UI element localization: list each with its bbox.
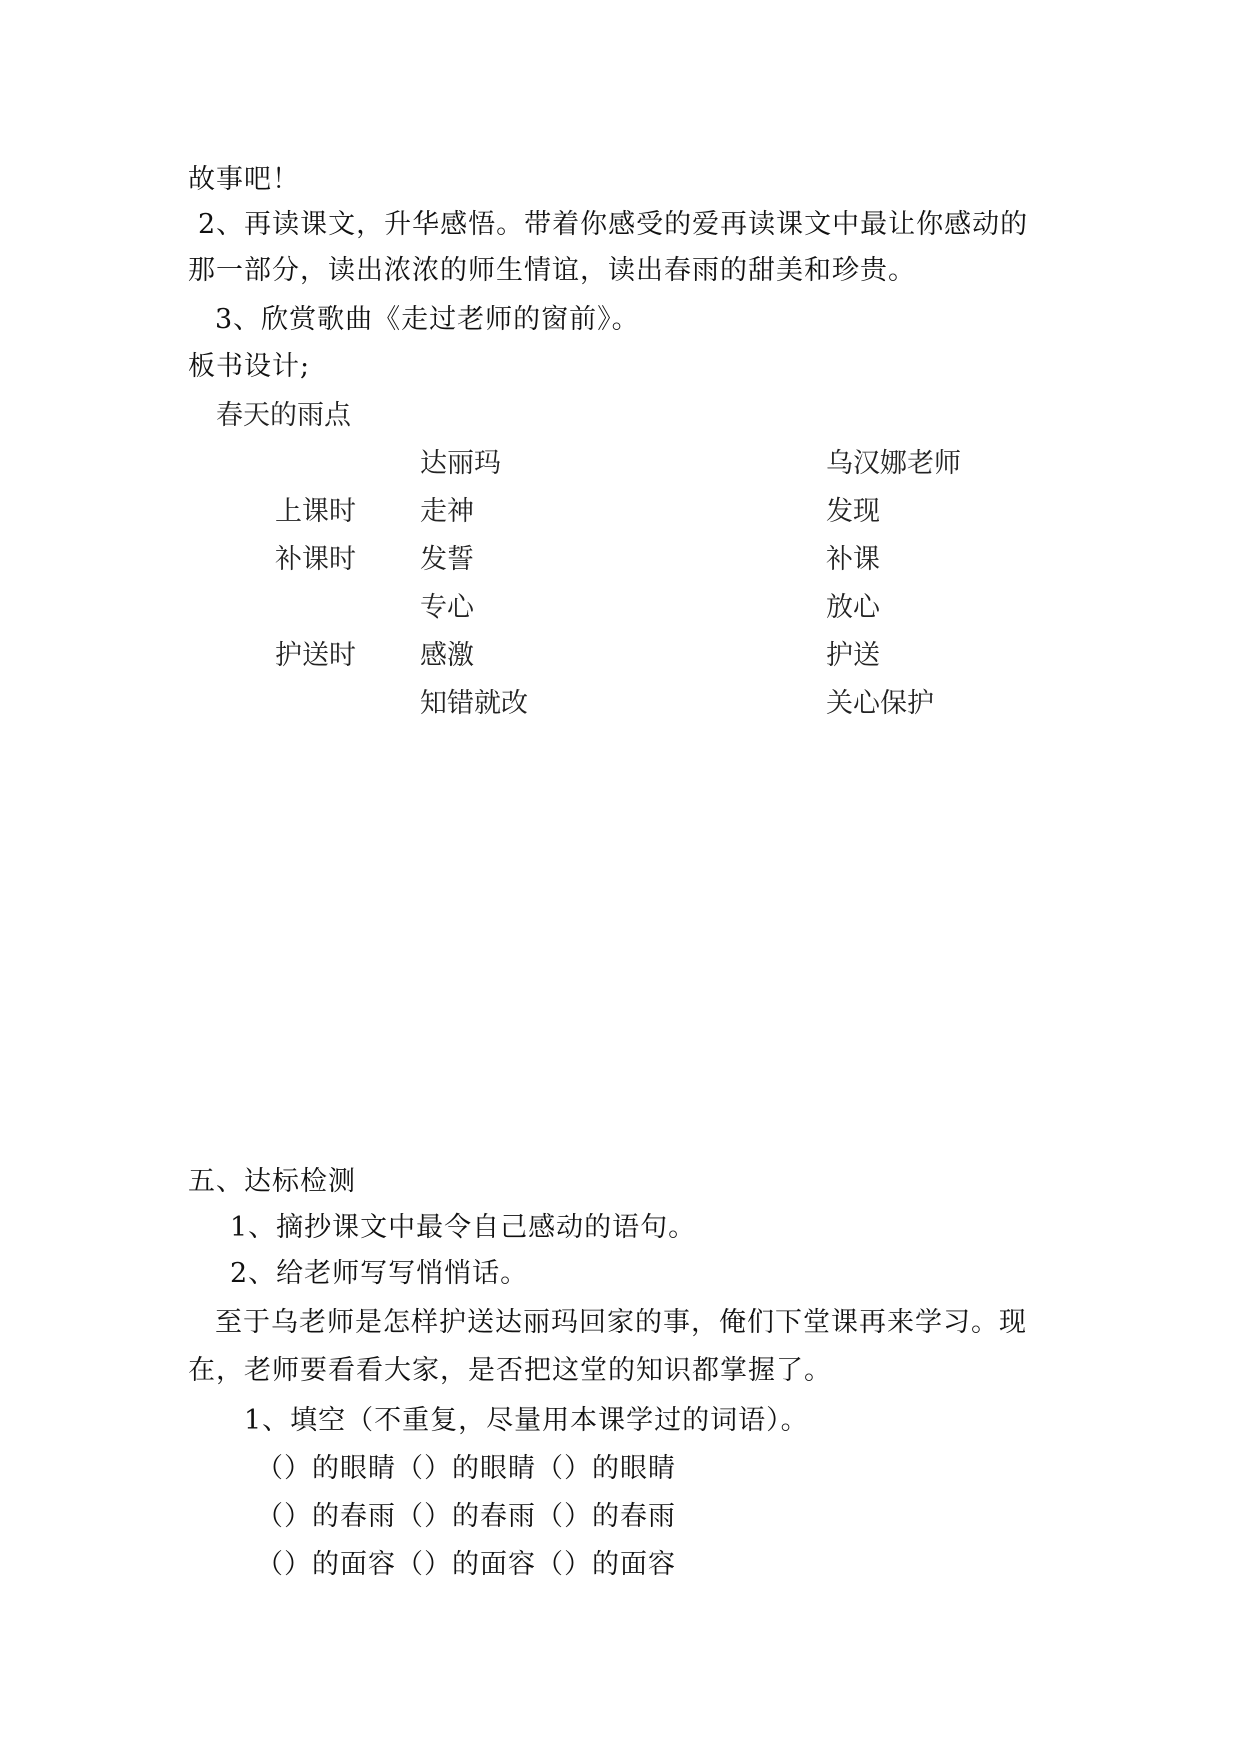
step2-line2: 那一部分，读出浓浓的师生情谊，读出春雨的甜美和珍贵。	[188, 255, 916, 286]
board-phase: 护送时	[275, 640, 356, 671]
board-phase: 上课时	[275, 496, 356, 527]
board-col-teacher: 乌汉娜老师	[826, 448, 961, 479]
story-tail-text: 故事吧！	[188, 164, 300, 195]
board-student-word: 专心	[420, 592, 474, 623]
board-col-student: 达丽玛	[420, 448, 501, 479]
assessment-para-line1: 至于乌老师是怎样护送达丽玛回家的事，俺们下堂课再来学习。现	[215, 1307, 1027, 1338]
board-title: 春天的雨点	[216, 400, 351, 431]
board-teacher-word: 发现	[826, 496, 880, 527]
fill-blank-row: （）的春雨（）的春雨（）的春雨	[256, 1501, 676, 1532]
board-phase: 补课时	[275, 544, 356, 575]
step2-line1: 2、再读课文，升华感悟。带着你感受的爱再读课文中最让你感动的	[198, 209, 1029, 240]
assessment-heading: 五、达标检测	[188, 1166, 356, 1197]
fill-blank-row: （）的眼睛（）的眼睛（）的眼睛	[256, 1453, 676, 1484]
step3-text: 3、欣赏歌曲《走过老师的窗前》。	[215, 304, 640, 335]
board-student-word: 感激	[420, 640, 474, 671]
assessment-item1: 1、摘抄课文中最令自己感动的语句。	[230, 1212, 697, 1243]
board-student-word: 发誓	[420, 544, 474, 575]
assessment-item2: 2、给老师写写悄悄话。	[230, 1258, 529, 1289]
board-teacher-word: 护送	[826, 640, 880, 671]
board-heading: 板书设计;	[188, 351, 311, 382]
board-teacher-word: 放心	[826, 592, 880, 623]
fill-blank-row: （）的面容（）的面容（）的面容	[256, 1549, 676, 1580]
board-student-word: 知错就改	[420, 688, 528, 719]
board-student-word: 走神	[420, 496, 474, 527]
board-teacher-word: 补课	[826, 544, 880, 575]
fill-blank-title: 1、填空（不重复，尽量用本课学过的词语）。	[244, 1405, 809, 1436]
assessment-para-line2: 在，老师要看看大家，是否把这堂的知识都掌握了。	[188, 1355, 832, 1386]
board-teacher-word: 关心保护	[826, 688, 934, 719]
